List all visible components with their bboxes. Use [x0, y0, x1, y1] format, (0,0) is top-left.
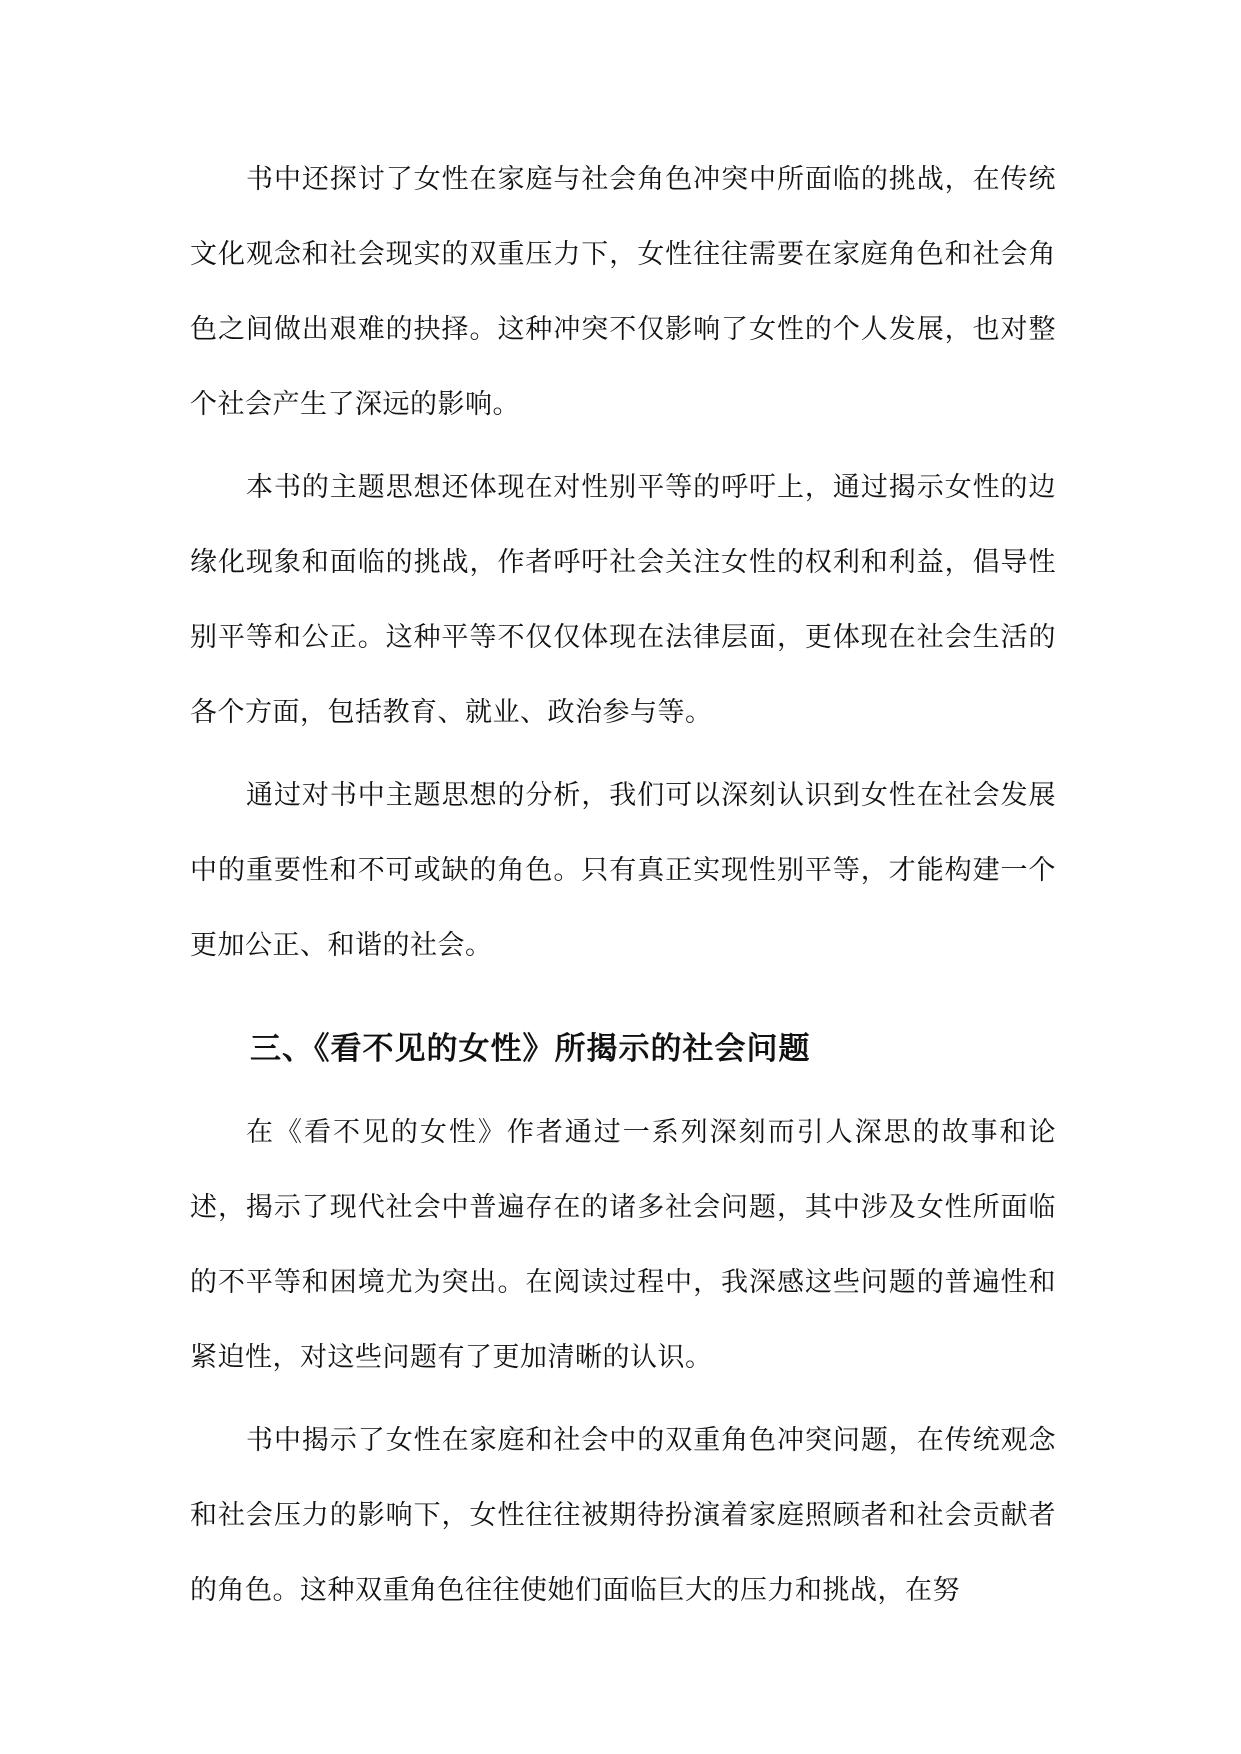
paragraph-theme-analysis: 通过对书中主题思想的分析，我们可以深刻认识到女性在社会发展中的重要性和不可或缺的角色。只有真正实现性别平等，才能构建一个更加公正、和谐的社会。: [190, 780, 1056, 961]
paragraph-social-issues: 在《看不见的女性》作者通过一系列深刻而引人深思的故事和论述，揭示了现代社会中普遍存在的诸多社会问题，其中涉及女性所面临的不平等和困境尤为突出。在阅读过程中，我深感这些问题的普遍性和紧迫性，对这些问题有了更加清晰的认识。: [190, 1117, 1056, 1373]
paragraph-dual-roles: 书中揭示了女性在家庭和社会中的双重角色冲突问题，在传统观念和社会压力的影响下，女性往往被期待扮演着家庭照顾者和社会贡献者的角色。这种双重角色往往使她们面临巨大的压力和挑战，在努: [190, 1425, 1056, 1606]
section-heading: 三、《看不见的女性》所揭示的社会问题: [250, 1031, 811, 1067]
paragraph-role-conflict: 书中还探讨了女性在家庭与社会角色冲突中所面临的挑战，在传统文化观念和社会现实的双重压力下，女性往往需要在家庭角色和社会角色之间做出艰难的抉择。这种冲突不仅影响了女性的个人发展，也对整个社会产生了深远的影响。: [190, 164, 1056, 420]
paragraph-gender-equality: 本书的主题思想还体现在对性别平等的呼吁上，通过揭示女性的边缘化现象和面临的挑战，作者呼吁社会关注女性的权利和利益，倡导性别平等和公正。这种平等不仅仅体现在法律层面，更体现在社会生活的各个方面，包括教育、就业、政治参与等。: [190, 472, 1056, 728]
document-page: [190, 142, 1056, 1636]
